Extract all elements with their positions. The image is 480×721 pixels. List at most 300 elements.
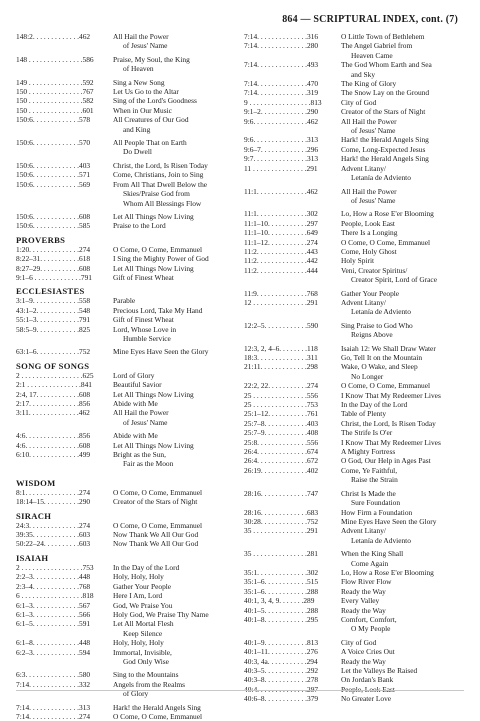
hymn-title-line: Praise to the Lord bbox=[113, 221, 166, 231]
hymn-title-line: The Snow Lay on the Ground bbox=[341, 88, 430, 98]
hymn-title-continuation: Creator Spirit, Lord of Grace bbox=[351, 275, 437, 285]
index-entry bbox=[16, 96, 224, 105]
hymn-title-line: Advent Litany/ bbox=[341, 297, 386, 307]
index-entry bbox=[244, 187, 452, 206]
hymn-title bbox=[341, 606, 452, 615]
scripture-reference: 149 . . . . . . . . . . . . . . .592 bbox=[16, 77, 94, 87]
index-entry bbox=[244, 409, 452, 418]
hymn-title bbox=[341, 32, 452, 41]
scripture-reference: 150:6. . . . . . . . . . . . .569 bbox=[16, 179, 91, 189]
scripture-reference: 11 . . . . . . . . . . . . . . .291 bbox=[244, 163, 318, 173]
scripture-reference: 9 . . . . . . . . . . . . . . . . .813 bbox=[244, 97, 322, 107]
hymn-title bbox=[341, 219, 452, 228]
scripture-reference: 21:11. . . . . . . . . . . . .298 bbox=[244, 362, 318, 372]
index-entry bbox=[16, 488, 224, 497]
index-entry bbox=[244, 568, 452, 577]
hymn-title-line: Come, Ye Faithful, bbox=[341, 465, 398, 475]
hymn-title bbox=[341, 489, 452, 508]
hymn-title bbox=[341, 657, 452, 666]
scripture-reference: 6:3. . . . . . . . . . . . . . .580 bbox=[16, 670, 91, 680]
index-entry bbox=[16, 408, 224, 427]
hymn-title bbox=[113, 221, 224, 230]
scripture-reference: 11:2. . . . . . . . . . . . . .442 bbox=[244, 256, 318, 266]
hymn-title-line: Beautiful Savior bbox=[113, 380, 162, 390]
hymn-title-line: O God, Our Help in Ages Past bbox=[341, 456, 431, 466]
index-entry bbox=[16, 55, 224, 74]
scripture-reference: 7:14. . . . . . . . . . . . . .274 bbox=[16, 711, 91, 721]
hymn-title-continuation: Letanía de Adviento bbox=[351, 535, 411, 545]
index-entry bbox=[244, 107, 452, 116]
hymn-title-line: Creator of the Stars of Night bbox=[341, 107, 426, 117]
scripture-reference: 35:1–6. . . . . . . . . . . .515 bbox=[244, 577, 319, 587]
hymn-title-line: Lord of Glory bbox=[113, 370, 155, 380]
hymn-title bbox=[113, 264, 224, 273]
scripture-reference: 7:14. . . . . . . . . . . . . .316 bbox=[244, 32, 319, 41]
hymn-title bbox=[341, 88, 452, 97]
index-entry bbox=[16, 161, 224, 170]
scripture-reference: 150:6. . . . . . . . . . . . .571 bbox=[16, 170, 91, 180]
hymn-title bbox=[341, 381, 452, 390]
hymn-title-line: Lo, How a Rose E'er Blooming bbox=[341, 209, 434, 219]
hymn-title bbox=[341, 694, 452, 703]
index-entry bbox=[244, 438, 452, 447]
hymn-title bbox=[113, 180, 224, 208]
scripture-reference: 28:16. . . . . . . . . . . . .683 bbox=[244, 507, 319, 517]
hymn-title-line: In the Day of the Lord bbox=[113, 562, 180, 572]
hymn-title bbox=[341, 666, 452, 675]
index-entry bbox=[244, 638, 452, 647]
hymn-title-continuation: Raise the Strain bbox=[351, 475, 398, 485]
hymn-title-continuation: Letanía de Adviento bbox=[351, 173, 411, 183]
index-entry bbox=[244, 209, 452, 218]
index-entry bbox=[244, 526, 452, 545]
hymn-title-continuation: Humble Service bbox=[123, 333, 171, 343]
index-entry bbox=[16, 431, 224, 440]
hymn-title-line: All Hail the Power bbox=[113, 32, 169, 41]
index-entry bbox=[244, 321, 452, 340]
index-entry bbox=[244, 381, 452, 390]
hymn-title-line: Hark! the Herald Angels Sing bbox=[341, 135, 429, 145]
scripture-reference: 35:1. . . . . . . . . . . . . .302 bbox=[244, 567, 319, 577]
index-entry bbox=[244, 164, 452, 183]
scripture-reference: 2 . . . . . . . . . . . . . . . . .753 bbox=[16, 562, 94, 572]
hymn-title-line: Let All Things Now Living bbox=[113, 389, 194, 399]
hymn-title bbox=[341, 41, 452, 60]
hymn-title bbox=[341, 145, 452, 154]
scripture-reference: 25:7–9. . . . . . . . . . . .408 bbox=[244, 428, 319, 438]
scripture-reference: 40:6–8. . . . . . . . . . . .379 bbox=[244, 694, 319, 704]
scripture-reference: 40:1–8. . . . . . . . . . . .295 bbox=[244, 614, 319, 624]
hymn-title bbox=[341, 447, 452, 456]
hymn-title-line: I Know That My Redeemer Lives bbox=[341, 437, 441, 447]
hymn-title-line: Let All Things Now Living bbox=[113, 211, 194, 221]
hymn-title-line: Mine Eyes Have Seen the Glory bbox=[341, 516, 437, 526]
hymn-title bbox=[341, 596, 452, 605]
scripture-reference: 43:1–2. . . . . . . . . . . .548 bbox=[16, 305, 91, 315]
hymn-title-line: On Jordan's Bank bbox=[341, 675, 394, 685]
hymn-title bbox=[113, 115, 224, 134]
hymn-title-line: People, Look East bbox=[341, 684, 395, 694]
index-entry bbox=[244, 577, 452, 586]
hymn-title-line: Let Us Go to the Altar bbox=[113, 87, 179, 97]
hymn-title-continuation: Sure Foundation bbox=[351, 498, 401, 508]
hymn-title bbox=[113, 563, 224, 572]
hymn-title-continuation: of Heaven bbox=[123, 64, 154, 74]
hymn-title bbox=[113, 170, 224, 179]
index-entry bbox=[16, 648, 224, 667]
index-entry bbox=[244, 606, 452, 615]
hymn-title-line: Creator of the Stars of Night bbox=[113, 497, 198, 507]
index-entry bbox=[244, 391, 452, 400]
index-entry bbox=[16, 180, 224, 208]
bottom-rule bbox=[16, 690, 464, 691]
hymn-title-continuation: Keep Silence bbox=[123, 628, 163, 638]
hymn-title-line: O Come, O Come, Emmanuel bbox=[113, 520, 203, 530]
scripture-reference: 22:2, 22. . . . . . . . . . .274 bbox=[244, 381, 319, 391]
index-entry bbox=[244, 587, 452, 596]
hymn-title-line: Gift of Finest Wheat bbox=[113, 272, 174, 282]
scripture-reference: 11:2. . . . . . . . . . . . . .444 bbox=[244, 265, 318, 275]
index-entry bbox=[244, 694, 452, 703]
index-entry bbox=[16, 315, 224, 324]
scripture-reference: 2:17. . . . . . . . . . . . . .856 bbox=[16, 399, 91, 408]
hymn-title-line: City of God bbox=[341, 97, 377, 107]
index-entry bbox=[16, 115, 224, 134]
hymn-title-line: All Creatures of Our God bbox=[113, 115, 189, 125]
scripture-reference: 150:6. . . . . . . . . . . . .585 bbox=[16, 221, 91, 231]
index-entry bbox=[16, 582, 224, 591]
scripture-reference: 7:14. . . . . . . . . . . . . .280 bbox=[244, 41, 319, 51]
hymn-title bbox=[113, 273, 224, 282]
index-entry bbox=[244, 517, 452, 526]
index-entry bbox=[16, 380, 224, 389]
index-entry bbox=[16, 371, 224, 380]
scripture-reference: 40:3, 4a. . . . . . . . . . .294 bbox=[244, 656, 318, 666]
hymn-title-line: When the King Shall bbox=[341, 549, 404, 559]
index-entry bbox=[16, 325, 224, 344]
scripture-reference: 40:3–8. . . . . . . . . . . .278 bbox=[244, 675, 319, 685]
scripture-reference: 1:20. . . . . . . . . . . . . .274 bbox=[16, 244, 91, 254]
index-entry bbox=[16, 521, 224, 530]
hymn-title-line: In the Day of the Lord bbox=[341, 400, 408, 410]
hymn-title bbox=[113, 161, 224, 170]
index-entry bbox=[16, 399, 224, 408]
hymn-title bbox=[113, 296, 224, 305]
scripture-reference: 58:5–9. . . . . . . . . . . .825 bbox=[16, 324, 91, 334]
hymn-title bbox=[113, 245, 224, 254]
hymn-title-line: Sing Praise to God Who bbox=[341, 320, 413, 330]
hymn-title-line: Holy God, We Praise Thy Name bbox=[113, 609, 209, 619]
index-entry bbox=[244, 135, 452, 144]
index-entry bbox=[16, 245, 224, 254]
hymn-title bbox=[113, 582, 224, 591]
hymn-title bbox=[113, 619, 224, 638]
hymn-title bbox=[341, 60, 452, 79]
scripture-reference: 26:19. . . . . . . . . . . . .402 bbox=[244, 465, 319, 475]
scripture-reference: 24:3. . . . . . . . . . . . . .274 bbox=[16, 520, 91, 530]
scripture-reference: 35 . . . . . . . . . . . . . . .291 bbox=[244, 526, 318, 536]
index-entry bbox=[244, 298, 452, 317]
hymn-title bbox=[113, 408, 224, 427]
hymn-title bbox=[113, 306, 224, 315]
index-entry bbox=[244, 289, 452, 298]
scripture-reference: 4:6. . . . . . . . . . . . . . .856 bbox=[16, 431, 91, 441]
hymn-title-continuation: Skies/Praise God from bbox=[123, 189, 190, 199]
scripture-reference: 26:4. . . . . . . . . . . . . .672 bbox=[244, 456, 319, 466]
hymn-title-line: The Angel Gabriel from bbox=[341, 41, 413, 51]
hymn-title bbox=[113, 106, 224, 115]
index-entry bbox=[244, 256, 452, 265]
hymn-title-line: Sing to the Mountains bbox=[113, 670, 179, 680]
hymn-title-line: Comfort, Comfort, bbox=[341, 614, 397, 624]
scripture-reference: 63:1–6. . . . . . . . . . . .752 bbox=[16, 347, 91, 357]
hymn-title-line: Advent Litany/ bbox=[341, 163, 386, 173]
hymn-title-line: O Come, O Come, Emmanuel bbox=[341, 237, 431, 247]
index-entry bbox=[16, 106, 224, 115]
page-header: 864 — SCRIPTURAL INDEX, cont. (7) bbox=[282, 14, 458, 25]
hymn-title-line: All Hail the Power bbox=[113, 408, 169, 418]
index-entry bbox=[16, 530, 224, 539]
hymn-title-line: Gift of Finest Wheat bbox=[113, 315, 174, 325]
index-entry bbox=[244, 400, 452, 409]
hymn-title bbox=[341, 568, 452, 577]
scripture-reference: 7:14. . . . . . . . . . . . . .470 bbox=[244, 79, 319, 89]
hymn-title-continuation: of Jesus' Name bbox=[123, 41, 168, 51]
hymn-title bbox=[341, 409, 452, 418]
hymn-title-continuation: Whom All Blessings Flow bbox=[123, 198, 202, 208]
index-entry bbox=[244, 219, 452, 228]
hymn-title-continuation: of Glory bbox=[123, 689, 149, 699]
scripture-reference: 11:1. . . . . . . . . . . . . .302 bbox=[244, 209, 318, 219]
hymn-title bbox=[341, 238, 452, 247]
index-entry bbox=[16, 78, 224, 87]
hymn-title-line: Praise, My Soul, the King bbox=[113, 54, 190, 64]
hymn-title-continuation: Letanía de Adviento bbox=[351, 307, 411, 317]
hymn-title bbox=[341, 549, 452, 568]
hymn-title-continuation: Heaven Came bbox=[351, 50, 393, 60]
hymn-title bbox=[341, 298, 452, 317]
hymn-title bbox=[341, 362, 452, 381]
scripture-reference: 9:1–2. . . . . . . . . . . . .290 bbox=[244, 107, 319, 117]
scripture-reference: 35:1–6. . . . . . . . . . . .288 bbox=[244, 586, 319, 596]
hymn-title-line: Christ, the Lord, Is Risen Today bbox=[341, 418, 436, 428]
hymn-title bbox=[341, 400, 452, 409]
hymn-title-line: Hark! the Herald Angels Sing bbox=[341, 154, 429, 164]
hymn-title-line: God, We Praise You bbox=[113, 600, 173, 610]
hymn-title bbox=[113, 138, 224, 157]
index-entry bbox=[16, 212, 224, 221]
hymn-title-line: Abide with Me bbox=[113, 399, 158, 408]
scripture-reference: 4:6. . . . . . . . . . . . . . .608 bbox=[16, 440, 91, 450]
hymn-title-line: Sing a New Song bbox=[113, 77, 165, 87]
index-entry bbox=[16, 563, 224, 572]
index-entry bbox=[244, 353, 452, 362]
index-entry bbox=[244, 428, 452, 437]
hymn-title bbox=[341, 117, 452, 136]
hymn-title bbox=[113, 530, 224, 539]
scripture-reference: 11:1. . . . . . . . . . . . . .462 bbox=[244, 186, 318, 196]
index-entry bbox=[244, 238, 452, 247]
index-entry bbox=[16, 610, 224, 619]
hymn-title-line: The King of Glory bbox=[341, 79, 397, 89]
hymn-title-continuation: God Only Wise bbox=[123, 656, 169, 666]
hymn-title-line: Angels from the Realms bbox=[113, 679, 186, 689]
scripture-reference: 28:16. . . . . . . . . . . . .747 bbox=[244, 488, 319, 498]
scripture-reference: 2:4, 17. . . . . . . . . . . .608 bbox=[16, 389, 91, 399]
index-entry bbox=[244, 145, 452, 154]
index-entry bbox=[16, 306, 224, 315]
scripture-reference: 11:1–12. . . . . . . . . . .274 bbox=[244, 237, 318, 247]
index-entry bbox=[16, 32, 224, 51]
hymn-title-line: All Hail the Power bbox=[341, 116, 397, 126]
hymn-title-line: Gather Your People bbox=[113, 581, 172, 591]
index-entry bbox=[244, 456, 452, 465]
hymn-title-line: When in Our Music bbox=[113, 105, 172, 115]
index-entry bbox=[244, 117, 452, 136]
hymn-title bbox=[113, 638, 224, 647]
scripture-reference: 8:1. . . . . . . . . . . . . . .274 bbox=[16, 487, 91, 497]
hymn-title-line: Bright as the Sun, bbox=[113, 450, 166, 460]
hymn-title-line: Lord, Whose Love in bbox=[113, 324, 177, 334]
hymn-title-continuation: Come Again bbox=[351, 558, 389, 568]
hymn-title-line: Go, Tell It on the Mountain bbox=[341, 353, 423, 362]
scripture-reference: 18:14–15. . . . . . . . . .290 bbox=[16, 497, 91, 507]
scripture-reference: 9:6. . . . . . . . . . . . . . .462 bbox=[244, 116, 319, 126]
hymn-title-continuation: O My People bbox=[351, 624, 391, 634]
hymn-title bbox=[113, 712, 224, 721]
scripture-reference: 6:1–3. . . . . . . . . . . . .566 bbox=[16, 609, 91, 619]
hymn-title-continuation: and King bbox=[123, 124, 151, 134]
scripture-reference: 6:10. . . . . . . . . . . . . .499 bbox=[16, 450, 91, 460]
scripture-reference: 18:3. . . . . . . . . . . . . .311 bbox=[244, 353, 318, 362]
index-entry bbox=[16, 450, 224, 469]
index-entry bbox=[244, 154, 452, 163]
index-entry bbox=[16, 87, 224, 96]
index-entry bbox=[244, 508, 452, 517]
hymn-title-line: From All That Dwell Below the bbox=[113, 179, 208, 189]
index-entry bbox=[16, 138, 224, 157]
hymn-title bbox=[341, 577, 452, 586]
scripture-reference: 9:1–6 . . . . . . . . . . . . .791 bbox=[16, 272, 92, 282]
hymn-title bbox=[113, 441, 224, 450]
index-entry bbox=[16, 221, 224, 230]
scripture-reference: 9:6. . . . . . . . . . . . . . .313 bbox=[244, 135, 319, 145]
index-entry bbox=[16, 572, 224, 581]
index-entry bbox=[16, 601, 224, 610]
hymn-title-continuation: and Sky bbox=[351, 69, 376, 79]
scripture-reference: 40:1, 3, 4, 9. . . . . . .289 bbox=[244, 596, 315, 606]
scripture-reference: 7:14. . . . . . . . . . . . . .332 bbox=[16, 679, 91, 689]
hymn-title-line: Ready the Way bbox=[341, 605, 386, 615]
hymn-title bbox=[341, 289, 452, 298]
hymn-title-line: Flow River Flow bbox=[341, 577, 392, 587]
index-entry bbox=[244, 79, 452, 88]
hymn-title-line: All Hail the Power bbox=[341, 186, 397, 196]
scripture-reference: 2:1 . . . . . . . . . . . . . . .841 bbox=[16, 380, 92, 390]
hymn-title bbox=[113, 78, 224, 87]
index-entry bbox=[16, 712, 224, 721]
hymn-title-line: Table of Plenty bbox=[341, 409, 387, 419]
hymn-title-line: Precious Lord, Take My Hand bbox=[113, 305, 203, 315]
scripture-reference: 150:6. . . . . . . . . . . . .570 bbox=[16, 138, 91, 148]
scripture-reference: 40:1–11. . . . . . . . . . .276 bbox=[244, 647, 318, 657]
hymn-title bbox=[341, 135, 452, 144]
hymn-title bbox=[341, 164, 452, 183]
scripture-reference: 40:1–5. . . . . . . . . . . .288 bbox=[244, 605, 319, 615]
scripture-reference: 55:1–3. . . . . . . . . . . .791 bbox=[16, 315, 91, 325]
hymn-title bbox=[113, 670, 224, 679]
index-entry bbox=[16, 638, 224, 647]
index-entry bbox=[244, 549, 452, 568]
index-entry bbox=[244, 489, 452, 508]
index-entry bbox=[244, 466, 452, 485]
index-entry bbox=[16, 254, 224, 263]
scripture-reference: 25 . . . . . . . . . . . . . . .753 bbox=[244, 400, 318, 410]
index-entry bbox=[244, 98, 452, 107]
scripture-reference: 40:4. . . . . . . . . . . . . .297 bbox=[244, 684, 319, 694]
index-entry bbox=[244, 675, 452, 684]
scripture-reference: 7:14. . . . . . . . . . . . . .313 bbox=[16, 702, 91, 712]
hymn-title bbox=[113, 610, 224, 619]
scripture-reference: 148 . . . . . . . . . . . . . . .586 bbox=[16, 54, 94, 64]
hymn-title-line: Advent Litany/ bbox=[341, 526, 386, 536]
index-entry bbox=[244, 362, 452, 381]
hymn-title-line: Let All Mortal Flesh bbox=[113, 619, 174, 629]
book-heading: WISDOM bbox=[16, 477, 56, 488]
hymn-title-line: People, Look East bbox=[341, 218, 395, 228]
hymn-title-line: Holy, Holy, Holy bbox=[113, 638, 164, 648]
scripture-reference: 25:8. . . . . . . . . . . . . .556 bbox=[244, 437, 319, 447]
hymn-title bbox=[113, 380, 224, 389]
scripture-reference: 11:1–10. . . . . . . . . . .649 bbox=[244, 228, 318, 238]
hymn-title-line: Come, Long-Expected Jesus bbox=[341, 144, 426, 154]
index-entry bbox=[244, 647, 452, 656]
hymn-title-continuation: No Longer bbox=[351, 371, 384, 381]
hymn-title-line: Veni, Creator Spiritus/ bbox=[341, 265, 408, 275]
index-entry bbox=[244, 615, 452, 634]
scripture-reference: 7:14. . . . . . . . . . . . . .319 bbox=[244, 88, 319, 98]
hymn-title-line: Hark! the Herald Angels Sing bbox=[113, 702, 201, 712]
hymn-title bbox=[341, 466, 452, 485]
hymn-title bbox=[113, 488, 224, 497]
hymn-title bbox=[113, 347, 224, 356]
index-entry bbox=[244, 266, 452, 285]
hymn-title-line: Christ Is Made the bbox=[341, 488, 396, 498]
index-entry bbox=[16, 619, 224, 638]
hymn-title-continuation: of Jesus' Name bbox=[123, 417, 168, 427]
index-entry bbox=[244, 88, 452, 97]
hymn-title-line: Gather Your People bbox=[341, 288, 400, 298]
index-entry bbox=[244, 41, 452, 60]
scripture-reference: 6:1–8. . . . . . . . . . . . .448 bbox=[16, 638, 91, 648]
hymn-title-line: A Mighty Fortress bbox=[341, 447, 396, 457]
index-entry bbox=[16, 441, 224, 450]
scripture-reference: 30:28. . . . . . . . . . . . .752 bbox=[244, 516, 319, 526]
hymn-title bbox=[341, 107, 452, 116]
hymn-title-line: Holy, Holy, Holy bbox=[113, 572, 164, 582]
hymn-title bbox=[113, 497, 224, 506]
scripture-reference: 12:2–5. . . . . . . . . . . .590 bbox=[244, 320, 319, 330]
hymn-title bbox=[113, 212, 224, 221]
index-column-right bbox=[244, 32, 452, 704]
hymn-title bbox=[341, 615, 452, 634]
scripture-reference: 6:2–3. . . . . . . . . . . . .594 bbox=[16, 647, 91, 657]
hymn-title bbox=[113, 648, 224, 667]
scripture-reference: 25:7–8. . . . . . . . . . . .403 bbox=[244, 418, 319, 428]
hymn-title bbox=[341, 209, 452, 218]
hymn-title-continuation: Fair as the Moon bbox=[123, 459, 174, 469]
hymn-title-line: Holy Spirit bbox=[341, 256, 375, 266]
